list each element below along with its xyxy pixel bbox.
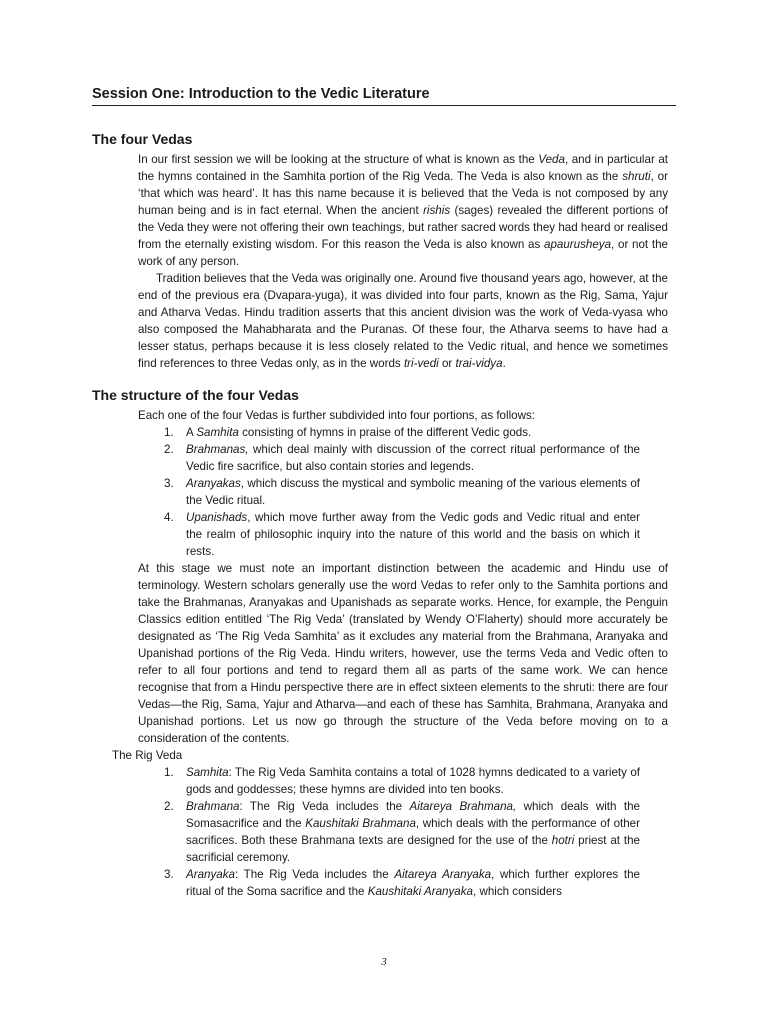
text-run: , which further explores the ritual of the Soma sacrifice and the <box>186 868 640 898</box>
text-run: , and in particular at the hymns contained in the Samhita portion of the Rig Veda. The Veda is also known as the <box>138 153 668 183</box>
italic-term: shruti <box>622 170 651 183</box>
text-run: : The Rig Veda Samhita contains a total of 1028 hymns dedicated to a variety of gods and goddesses; these hymns are divided into ten books. <box>186 766 640 796</box>
italic-term: Aranyaka <box>186 868 235 881</box>
session-title: Session One: Introduction to the Vedic Literature <box>92 84 676 106</box>
text-run: , or ‘that which was heard’. It has this name because it is believed that the Veda is not composed by any human being and is in fact eternal. When the ancient <box>138 170 668 217</box>
text-run: , which discuss the mystical and symbolic meaning of the various elements of the Vedic ritual. <box>186 477 640 507</box>
italic-term: Aranyakas <box>186 477 241 490</box>
text-run: which deals with the Somasacrifice and the <box>186 800 640 830</box>
italic-term: apaurusheya <box>544 238 612 251</box>
list-item <box>164 764 640 798</box>
document-page <box>92 84 676 900</box>
page-number: 3 <box>381 956 387 968</box>
paragraph-veda-intro <box>138 151 668 270</box>
italic-term: Veda <box>538 153 565 166</box>
italic-term: Aitareya Brahmana, <box>409 800 517 813</box>
italic-term: rishis <box>423 204 451 217</box>
text-run: , which deals with the performance of other sacrifices. Both these Brahmana texts are designed for the use of the <box>186 817 640 847</box>
text-run: . <box>502 357 506 370</box>
list-item <box>164 798 640 866</box>
rig-veda-list <box>92 764 676 900</box>
list-number: 2. <box>164 443 174 456</box>
list-item <box>164 441 640 475</box>
italic-term: trai-vidya <box>455 357 503 370</box>
structure-intro: Each one of the four Vedas is further subdivided into four portions, as follows: <box>138 409 535 422</box>
text-run: A <box>186 426 197 439</box>
italic-term: Kaushitaki Aranyaka <box>367 885 473 898</box>
list-item <box>164 475 640 509</box>
text-run: : The Rig Veda includes the <box>234 868 395 881</box>
italic-term: Upanishads <box>186 511 248 524</box>
list-item <box>164 424 640 441</box>
italic-term: Samhita <box>186 766 229 779</box>
list-number: 1. <box>164 426 174 439</box>
italic-term: tri-vedi <box>403 357 439 370</box>
list-number: 3. <box>164 477 174 490</box>
italic-term: Samhita <box>196 426 239 439</box>
text-run: , which move further away from the Vedic gods and Vedic ritual and enter the realm of philosophic inquiry into the nature of this world and the basis on which it rests. <box>186 511 640 558</box>
list-number: 4. <box>164 511 174 524</box>
list-item <box>164 866 640 900</box>
text-run: or <box>438 357 456 370</box>
text-run: which deal mainly with discussion of the correct ritual performance of the Vedic fire sacrifice, but also contain stories and legends. <box>186 443 640 473</box>
text-run: , which considers <box>473 885 562 898</box>
list-number: 3. <box>164 868 174 881</box>
text-run: Tradition believes that the Veda was originally one. Around five thousand years ago, however, at the end of the previous era (Dvapara-yuga), it was divided into four parts, known as the Rig, Sama, Yajur and Atharva Vedas. Hindu tradition asserts that this ancient division was the work of Veda-vyasa who also composed the Mahabharata and the Puranas. Of these four, the Atharva seems to have had a lesser status, perhaps because it is less closely related to the Vedic ritual, and hence we sometimes find references to three Vedas only, as in the words <box>138 272 668 370</box>
italic-term: Brahmanas, <box>186 443 249 456</box>
heading-rig-veda: The Rig Veda <box>112 749 183 762</box>
heading-four-vedas: The four Vedas <box>92 131 193 147</box>
list-number: 2. <box>164 800 174 813</box>
text-run: In our first session we will be looking at the structure of what is known as the <box>138 153 539 166</box>
structure-intro-wrap <box>138 407 668 424</box>
list-item <box>164 509 640 560</box>
italic-term: Kaushitaki Brahmana <box>305 817 416 830</box>
four-vedas-section <box>138 151 668 372</box>
terminology-wrap <box>138 560 668 747</box>
list-number: 1. <box>164 766 174 779</box>
text-run: : The Rig Veda includes the <box>239 800 410 813</box>
text-run: (sages) revealed the different portions of the Veda they were not offering their own teachings, but rather sacred words they had heard or realised from the eternally existing wisdom. For this reason the Veda is also known as <box>138 204 668 251</box>
paragraph-terminology: At this stage we must note an important distinction between the academic and Hindu use of terminology. Western scholars generally use the word Vedas to refer only to the Samhita portions and take the Brahmanas, Aranyakas and Upanishads as separate works. Hence, for example, the Penguin Classics edition entitled ‘The Rig Veda’ (translated by Wendy O’Flaherty) should more accurately be designated as ‘The Rig Veda Samhita’ as it excludes any material from the Brahmana, Aranyaka and Upanishad portions of the Rig Veda. Hindu writers, however, use the terms Veda and Vedic often to refer to all four portions and tend to regard them all as parts of the same work. We can hence recognise that from a Hindu perspective there are in effect sixteen elements to the shruti: there are four Vedas—the Rig, Sama, Yajur and Atharva—and each of these has Samhita, Brahmana, Aranyaka and Upanishad portions. Let us now go through the structure of the Veda before moving on to a consideration of the contents. <box>138 562 668 745</box>
text-run: , or not the work of any person. <box>138 238 668 268</box>
italic-term: Brahmana <box>186 800 240 813</box>
italic-term: Aitareya Aranyaka <box>394 868 492 881</box>
heading-structure: The structure of the four Vedas <box>92 387 299 403</box>
italic-term: hotri <box>551 834 575 847</box>
text-run: priest at the sacrificial ceremony. <box>186 834 640 864</box>
text-run: consisting of hymns in praise of the different Vedic gods. <box>238 426 532 439</box>
paragraph-tradition <box>138 270 668 372</box>
structure-list <box>92 424 676 560</box>
